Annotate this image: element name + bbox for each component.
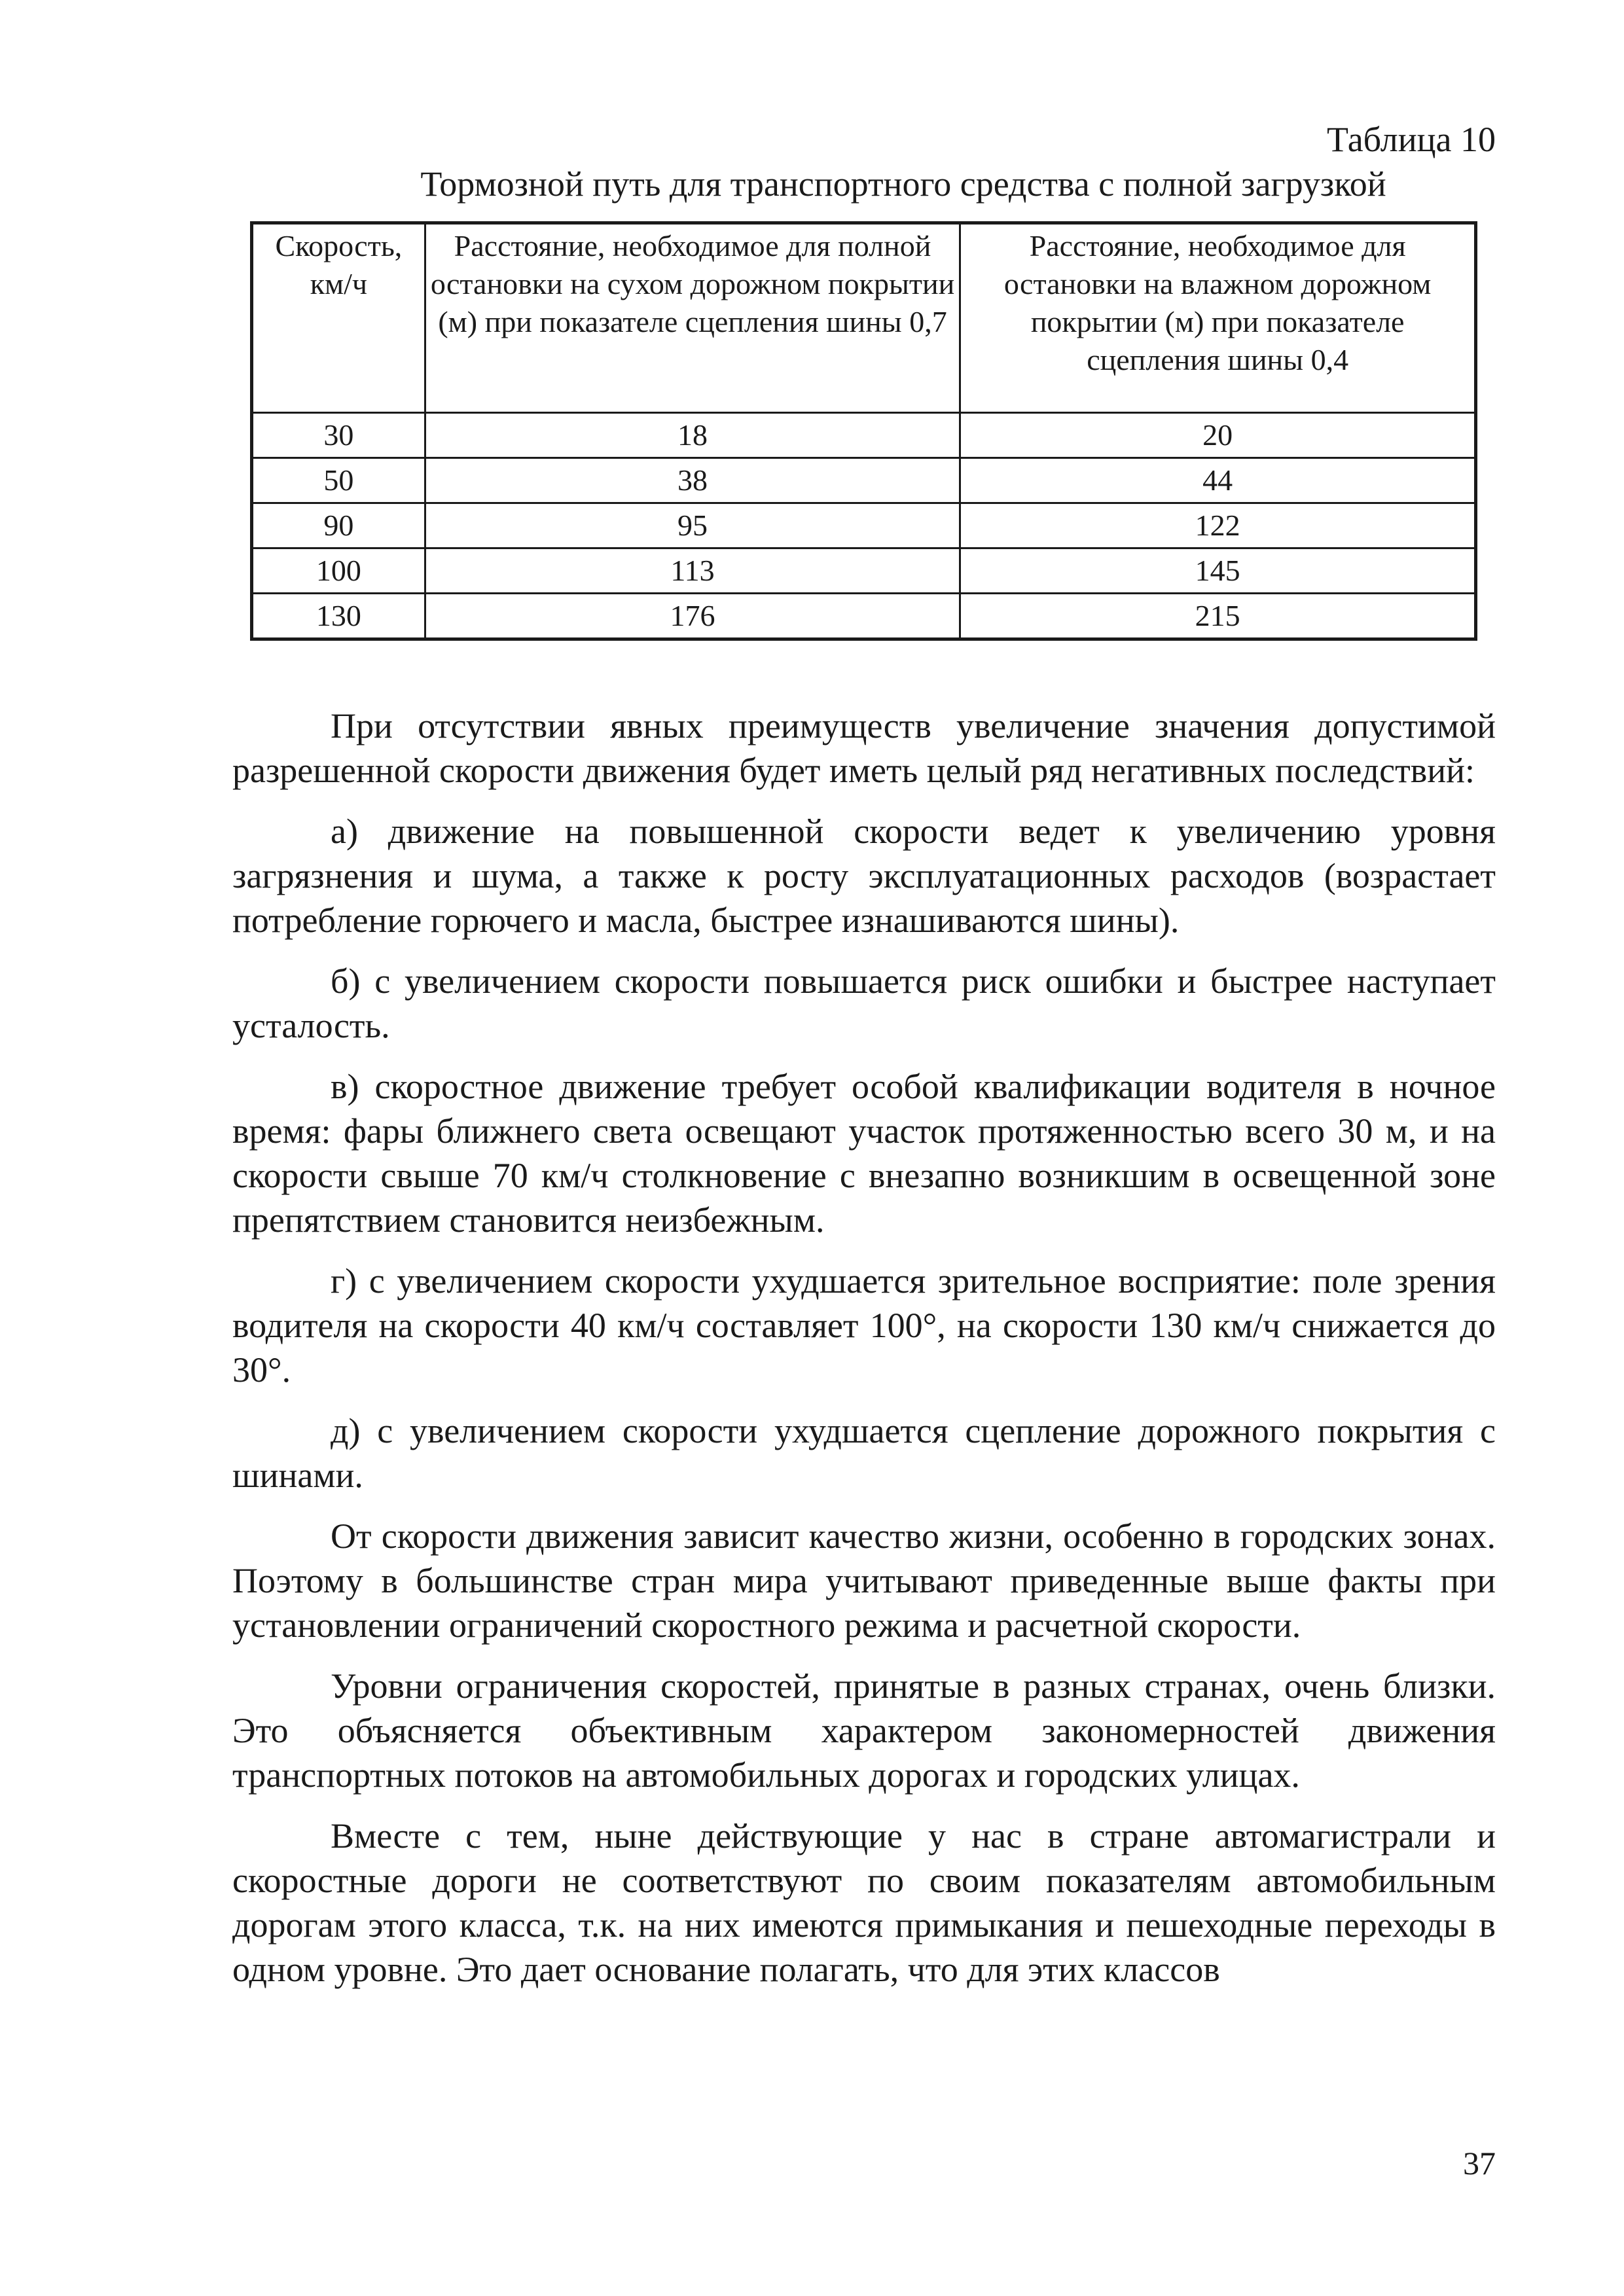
paragraph-quality-of-life: От скорости движения зависит качество жизни, особенно в городских зонах. Поэтому в большинстве стран мира учитывают приведенные выше факты при установлении ограничений скоростного режима и расчетной скорости.	[232, 1516, 1496, 1645]
cell-speed: 90	[252, 503, 425, 548]
table-row	[252, 503, 1476, 548]
cell-wet: 20	[960, 413, 1476, 458]
paragraph-item-a: а) движение на повышенной скорости ведет к увеличению уровня загрязнения и шума, а также к росту эксплуатационных расходов (возрастает потребление горючего и масла, быстрее изнашиваются шины).	[232, 812, 1496, 940]
header-wet-distance: Расстояние, необходимое для остановки на влажном дорожном покрытии (м) при показателе сцепления шины 0,4	[960, 223, 1476, 413]
table-title: Тормозной путь для транспортного средства с полной загрузкой	[420, 164, 1386, 204]
table-number: Таблица 10	[1327, 120, 1496, 159]
cell-dry: 95	[425, 503, 960, 548]
cell-wet: 122	[960, 503, 1476, 548]
table-row	[252, 413, 1476, 458]
header-dry-distance: Расстояние, необходимое для полной остановки на сухом дорожном покрытии (м) при показателе сцепления шины 0,7	[425, 223, 960, 413]
cell-speed: 30	[252, 413, 425, 458]
cell-dry: 18	[425, 413, 960, 458]
cell-wet: 215	[960, 594, 1476, 639]
paragraph-intro: При отсутствии явных преимуществ увеличение значения допустимой разрешенной скорости движения будет иметь целый ряд негативных последствий:	[232, 706, 1496, 790]
cell-wet: 44	[960, 458, 1476, 503]
braking-distance-table	[250, 221, 1477, 641]
cell-dry: 176	[425, 594, 960, 639]
cell-speed: 50	[252, 458, 425, 503]
table-row	[252, 548, 1476, 594]
table-row	[252, 458, 1476, 503]
paragraph-motorways: Вместе с тем, ныне действующие у нас в стране автомагистрали и скоростные дороги не соответствуют по своим показателям автомобильным дорогам этого класса, т.к. на них имеются примыкания и пешеходные переходы в одном уровне. Это дает основание полагать, что для этих классов	[232, 1816, 1496, 1989]
body-text	[232, 704, 1496, 2008]
cell-dry: 113	[425, 548, 960, 594]
paragraph-speed-levels: Уровни ограничения скоростей, принятые в разных странах, очень близки. Это объясняется объективным характером закономерностей движения транспортных потоков на автомобильных дорогах и городских улицах.	[232, 1666, 1496, 1795]
cell-dry: 38	[425, 458, 960, 503]
table-row	[252, 594, 1476, 639]
page-number: 37	[1463, 2145, 1496, 2181]
cell-speed: 100	[252, 548, 425, 594]
table-header-row	[252, 223, 1476, 413]
paragraph-item-b: б) с увеличением скорости повышается риск ошибки и быстрее наступает усталость.	[232, 961, 1496, 1045]
header-speed: Скорость, км/ч	[252, 223, 425, 413]
cell-wet: 145	[960, 548, 1476, 594]
paragraph-item-d: д) с увеличением скорости ухудшается сцепление дорожного покрытия с шинами.	[232, 1411, 1496, 1495]
paragraph-item-g: г) с увеличением скорости ухудшается зрительное восприятие: поле зрения водителя на скорости 40 км/ч составляет 100°, на скорости 130 км/ч снижается до 30°.	[232, 1261, 1496, 1390]
paragraph-item-v: в) скоростное движение требует особой квалификации водителя в ночное время: фары ближнего света освещают участок протяженностью всего 30 м, и на скорости свыше 70 км/ч столкновение с внезапно возникшим в освещенной зоне препятствием становится неизбежным.	[232, 1067, 1496, 1240]
cell-speed: 130	[252, 594, 425, 639]
